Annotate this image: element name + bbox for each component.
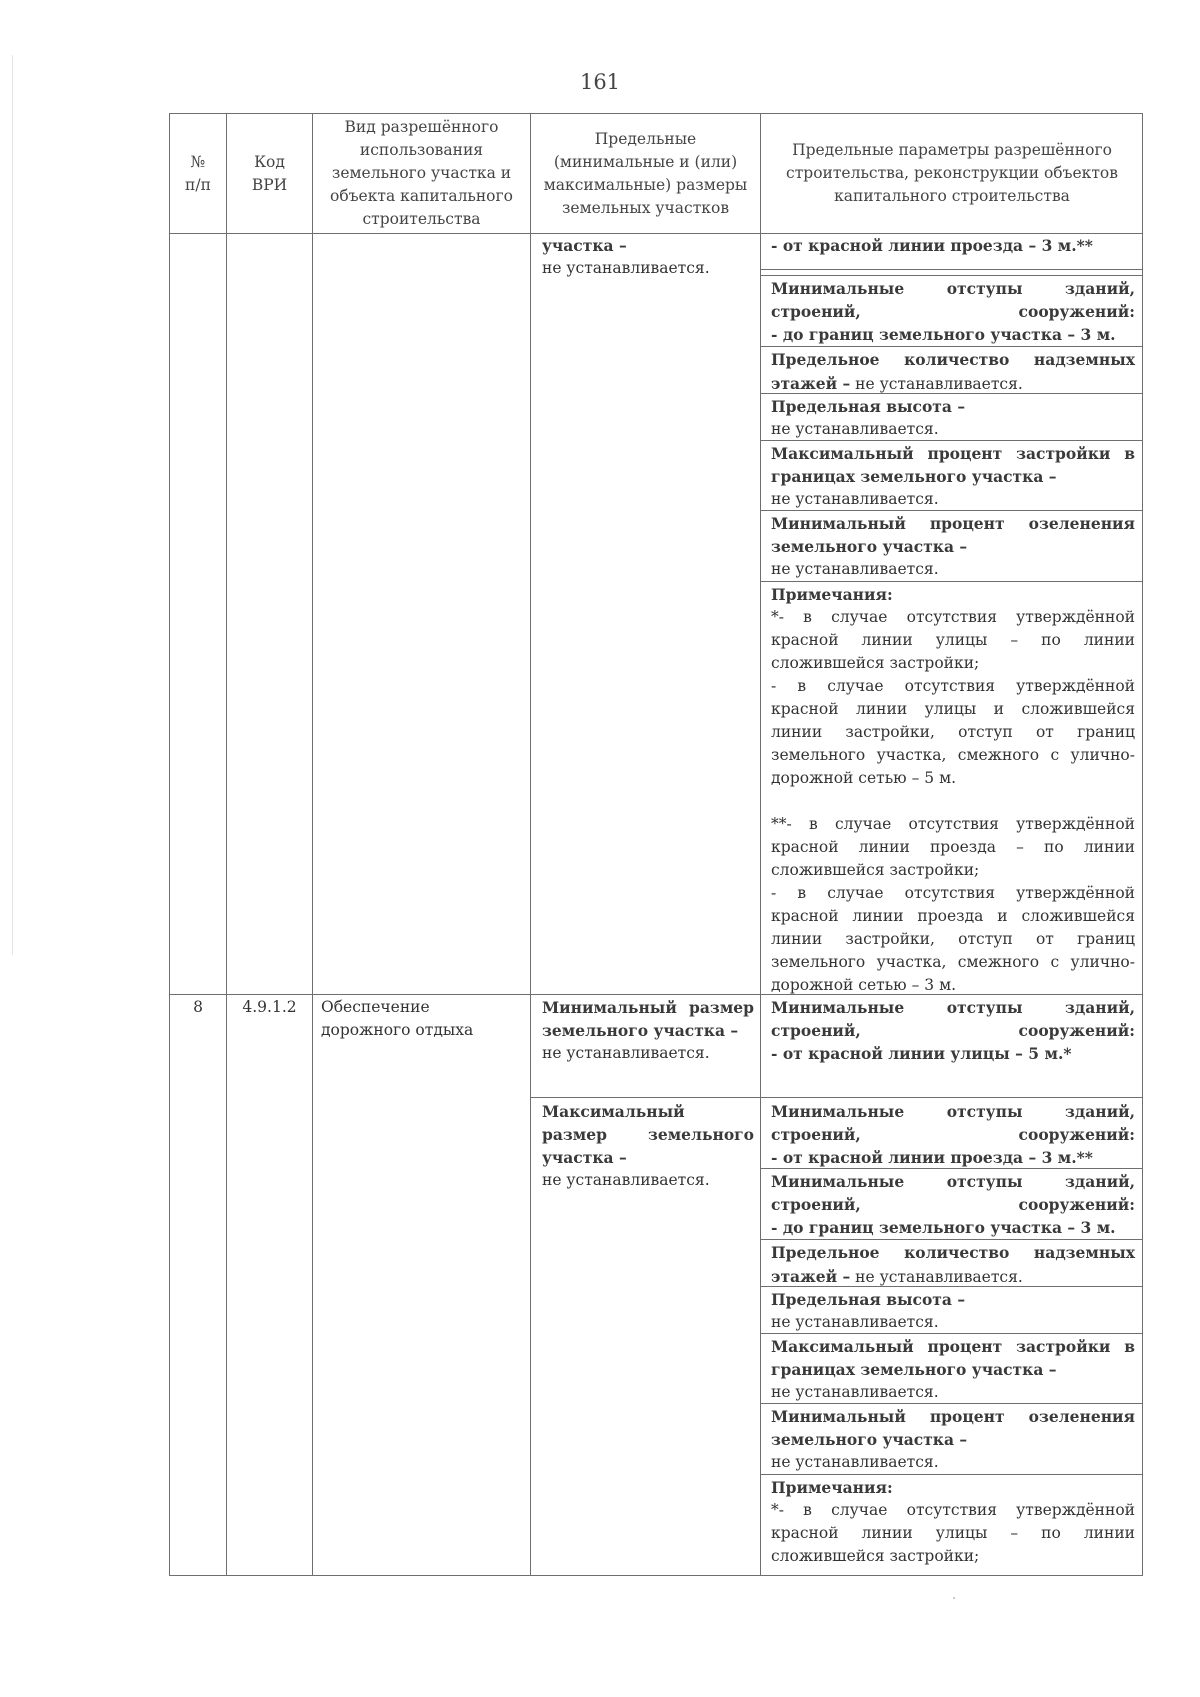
notes-block <box>771 583 1135 997</box>
row8-param-height <box>771 1288 1135 1334</box>
plot-size-value: не устанавливается. <box>542 1044 710 1062</box>
table-bottom-border <box>169 1575 1143 1576</box>
note-item: - в случае отсутствия утверждённой красной линии проезда и сложившейся линии застройки, отступ от границ земельного участка, смежного с улично-дорожной сетью – 3 м. <box>771 884 1135 994</box>
param-height <box>771 395 1135 441</box>
row8-param-setback-boundary <box>771 1170 1135 1239</box>
param-value: не устанавливается. <box>771 1453 939 1471</box>
col-border-2 <box>312 113 313 1576</box>
param-divider <box>760 1474 1143 1475</box>
row8-code: 4.9.1.2 <box>242 998 297 1016</box>
param-divider <box>760 275 1143 276</box>
plot-size-label: Минимальный размер земельного участка – <box>542 998 754 1040</box>
row8-param-setback-street <box>771 996 1135 1065</box>
regulations-table <box>169 113 1143 1576</box>
row8-min-plot-size <box>542 996 754 1065</box>
param-value: не устанавливается. <box>771 420 939 438</box>
param-divider <box>760 346 1143 347</box>
param-label: Предельное количество надземных этажей – <box>771 350 1135 393</box>
plot-size-value: не устанавливается. <box>542 1171 710 1189</box>
param-value: не устанавливается. <box>771 1383 939 1401</box>
param-floors <box>771 348 1135 396</box>
scan-speck <box>953 1597 955 1599</box>
header-use-type: Вид разрешённого использования земельного участка и объекта капитального строительства <box>330 118 513 228</box>
row8-param-max-coverage <box>771 1335 1135 1404</box>
continued-plot-size <box>542 234 754 280</box>
plot-size-label: участка – <box>542 236 627 255</box>
col-border-3 <box>530 113 531 1576</box>
header-num: № п/п <box>185 152 211 194</box>
col-border-5 <box>1142 113 1143 1576</box>
param-max-coverage <box>771 442 1135 511</box>
param-divider <box>760 581 1143 582</box>
param-value: не устанавливается. <box>850 375 1023 393</box>
header-code: Код ВРИ <box>251 152 288 194</box>
row8-notes-block <box>771 1476 1135 1568</box>
size-divider <box>530 1097 760 1098</box>
param-setback-boundary <box>771 277 1135 346</box>
param-value: - до границ земельного участка – 3 м. <box>771 325 1116 344</box>
param-value: - до границ земельного участка – 3 м. <box>771 1218 1116 1237</box>
row8-param-floors <box>771 1241 1135 1289</box>
param-label: Минимальный процент озеленения земельного участка – <box>771 1407 1135 1449</box>
param-label: Минимальный процент озеленения земельного участка – <box>771 514 1135 556</box>
header-parameters: Предельные параметры разрешённого строительства, реконструкции объектов капитального строительства <box>786 141 1118 205</box>
param-divider <box>760 1097 1143 1098</box>
param-value: - от красной линии улицы – 5 м.* <box>771 1044 1072 1063</box>
note-item: **- в случае отсутствия утверждённой красной линии проезда – по линии сложившейся застройки; <box>771 815 1135 879</box>
param-value: не устанавливается. <box>771 1313 939 1331</box>
note-item: - в случае отсутствия утверждённой красной линии улицы и сложившейся линии застройки, отступ от границ земельного участка, смежного с улично-дорожной сетью – 5 м. <box>771 677 1135 787</box>
param-value: не устанавливается. <box>771 560 939 578</box>
param-label: Минимальные отступы зданий, строений, сооружений: <box>771 1102 1135 1144</box>
plot-size-value: не устанавливается. <box>542 259 710 277</box>
header-plot-size: Предельные (минимальные и (или) максимальные) размеры земельных участков <box>543 129 748 217</box>
param-value: не устанавливается. <box>850 1268 1023 1286</box>
row8-number: 8 <box>193 998 203 1016</box>
param-label: Максимальный процент застройки в границах земельного участка – <box>771 1337 1135 1379</box>
col-border-4 <box>760 113 761 1576</box>
row8-param-min-greenery <box>771 1405 1135 1474</box>
page-number: 161 <box>579 70 621 94</box>
row8-use-type: Обеспечение дорожного отдыха <box>321 998 474 1039</box>
param-label: Минимальные отступы зданий, строений, сооружений: <box>771 1172 1135 1214</box>
note-item: *- в случае отсутствия утверждённой красной линии улицы – по линии сложившейся застройки; <box>771 1501 1135 1565</box>
param-setback-drive: - от красной линии проезда – 3 м.** <box>771 236 1093 255</box>
param-label: Предельное количество надземных этажей – <box>771 1243 1135 1286</box>
col-border-0 <box>169 113 170 1576</box>
notes-title: Примечания: <box>771 1478 893 1497</box>
param-label: Предельная высота – <box>771 1290 966 1309</box>
param-value: - от красной линии проезда – 3 м.** <box>771 1148 1093 1167</box>
note-spacer <box>771 790 1135 813</box>
param-divider <box>760 1239 1143 1240</box>
row8-param-setback-drive <box>771 1100 1135 1169</box>
note-item: *- в случае отсутствия утверждённой красной линии улицы – по линии сложившейся застройки; <box>771 608 1135 672</box>
notes-title: Примечания: <box>771 585 893 604</box>
param-label: Максимальный процент застройки в границах земельного участка – <box>771 444 1135 486</box>
scan-edge-line <box>12 55 13 955</box>
row8-max-plot-size <box>542 1100 754 1192</box>
param-label: Минимальные отступы зданий, строений, сооружений: <box>771 279 1135 321</box>
param-label: Минимальные отступы зданий, строений, сооружений: <box>771 998 1135 1040</box>
plot-size-label: Максимальный размер земельного участка – <box>542 1102 754 1167</box>
param-min-greenery <box>771 512 1135 581</box>
param-divider <box>760 269 1143 270</box>
param-value: не устанавливается. <box>771 490 939 508</box>
col-border-1 <box>226 113 227 1576</box>
param-label: Предельная высота – <box>771 397 966 416</box>
